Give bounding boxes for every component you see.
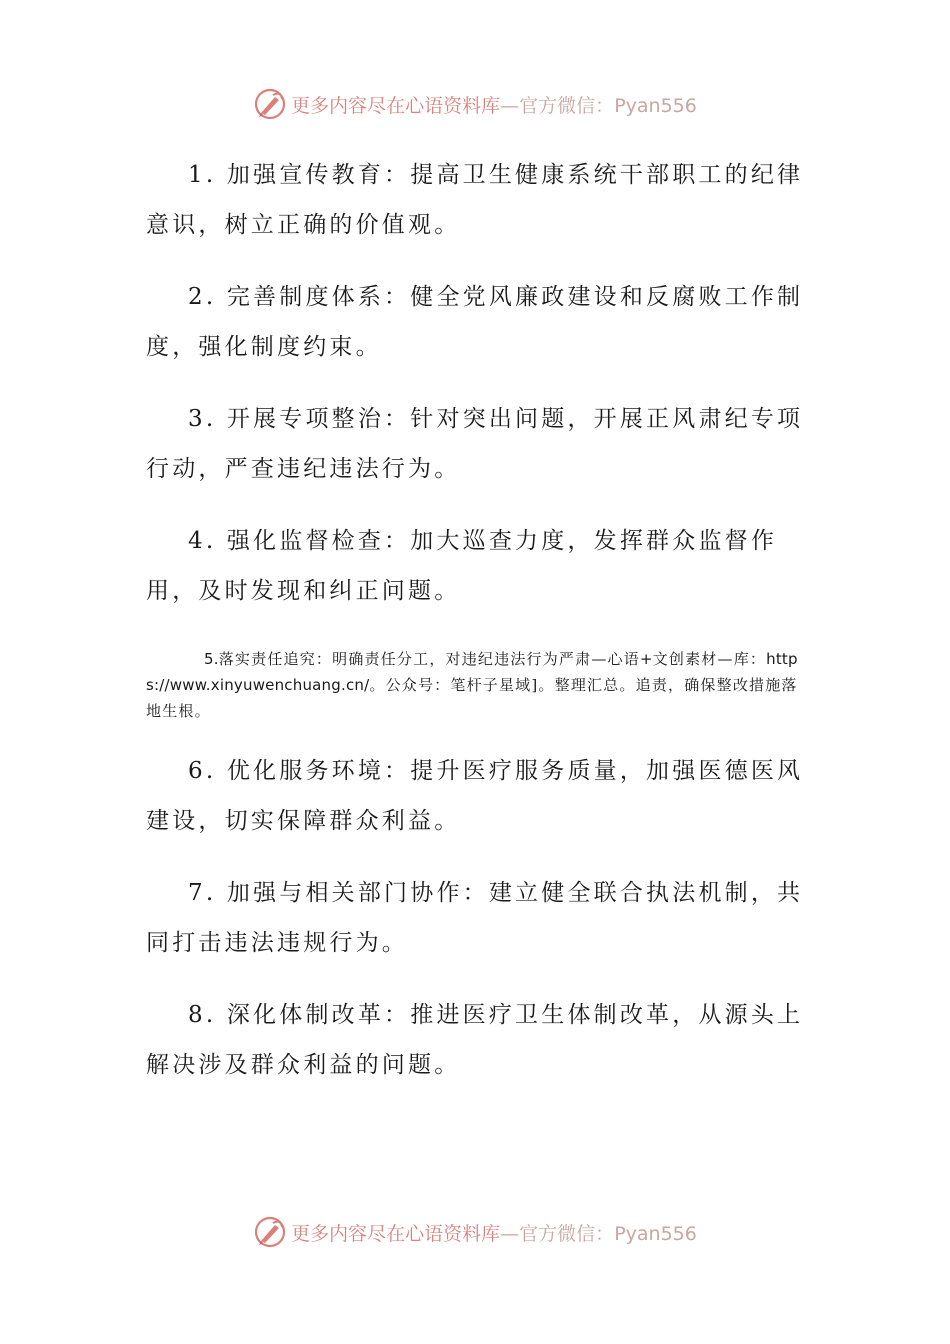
paragraph-7: 7. 加强与相关部门协作：建立健全联合执法机制，共同打击违法违规行为。: [146, 880, 804, 956]
paragraph-5-part1: 落实责任追究：明确责任分工，对违纪违法行为严肃—心语: [218, 650, 640, 668]
footer-wechat-id: Pyan556: [614, 1222, 697, 1245]
document-body: [146, 150, 811, 1112]
paragraph-1: 1. 加强宣传教育：提高卫生健康系统干部职工的纪律意识，树立正确的价值观。: [146, 162, 804, 238]
paragraph-3: 3. 开展专项整治：针对突出问题，开展正风肃纪专项行动，严查违纪违法行为。: [146, 406, 804, 482]
footer-banner-text: [291, 1219, 697, 1246]
header-banner-text: [291, 91, 697, 118]
footer-banner-dash: —: [500, 1222, 520, 1245]
paragraph-2: 2. 完善制度体系：健全党风廉政建设和反腐败工作制度，强化制度约束。: [146, 284, 804, 360]
header-banner-suffix: 官方微信：: [519, 94, 615, 117]
header-banner: [0, 84, 950, 124]
footer-banner-prefix: 更多内容尽在心语资料库: [291, 1222, 501, 1245]
paragraph-5-num: 5.: [204, 650, 219, 668]
footer-banner-suffix: 官方微信：: [519, 1222, 615, 1245]
header-banner-dash: —: [500, 94, 520, 117]
paragraph-5-url: https://www.xinyuwenchuang.cn/: [146, 650, 798, 694]
paragraph-5-part2: 文创素材—库：: [652, 650, 767, 668]
paragraph-5-part3: 。公众号：笔杆子星域]。整理汇总。追责，确保整改措施落地生根。: [146, 676, 798, 720]
paragraph-5-plus: +: [639, 650, 653, 668]
paragraph-6: 6. 优化服务环境：提升医疗服务质量，加强医德医风建设，切实保障群众利益。: [146, 758, 804, 834]
paragraph-4: 4. 强化监督检查：加大巡查力度，发挥群众监督作用，及时发现和纠正问题。: [146, 528, 778, 604]
header-banner-prefix: 更多内容尽在心语资料库: [291, 94, 501, 117]
header-wechat-id: Pyan556: [614, 94, 697, 117]
pen-nib-logo-icon: [253, 1215, 287, 1249]
paragraph-5: [146, 638, 811, 724]
pen-nib-logo-icon: [253, 87, 287, 121]
paragraph-8: 8. 深化体制改革：推进医疗卫生体制改革，从源头上解决涉及群众利益的问题。: [146, 1002, 804, 1078]
footer-banner: [0, 1212, 950, 1252]
